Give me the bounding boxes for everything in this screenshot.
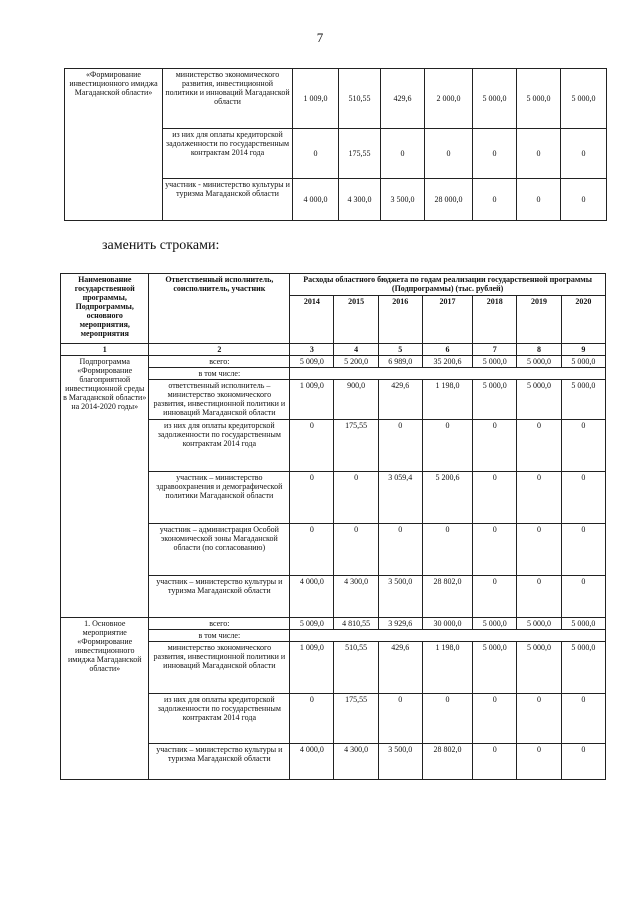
value-cell: 429,6 bbox=[378, 642, 422, 694]
value-cell: 0 bbox=[381, 129, 425, 179]
header-year: 2018 bbox=[473, 296, 517, 344]
table-row bbox=[61, 356, 606, 368]
value-cell: 5 000,0 bbox=[473, 380, 517, 420]
row-label: участник – министерство здравоохранения и демографической политики Магаданской области bbox=[149, 472, 290, 524]
old-executor: участник - министерство культуры и туризма Магаданской области bbox=[163, 179, 293, 221]
value-cell: 0 bbox=[473, 694, 517, 744]
value-cell: 0 bbox=[473, 744, 517, 780]
value-cell: 0 bbox=[561, 744, 605, 780]
old-executor: министерство экономического развития, инвестиционной политики и инноваций Магаданской области bbox=[163, 69, 293, 129]
column-index: 8 bbox=[517, 344, 561, 356]
page-number: 7 bbox=[316, 30, 324, 45]
value-cell: 3 500,0 bbox=[378, 576, 422, 618]
value-cell: 5 000,0 bbox=[517, 642, 561, 694]
value-cell: 5 200,6 bbox=[422, 472, 472, 524]
value-cell: 0 bbox=[473, 179, 517, 221]
value-cell: 5 000,0 bbox=[561, 356, 605, 368]
column-index: 1 bbox=[61, 344, 149, 356]
value-cell: 0 bbox=[517, 744, 561, 780]
value-cell: 0 bbox=[290, 472, 334, 524]
value-cell: 4 000,0 bbox=[290, 576, 334, 618]
value-cell: 35 200,6 bbox=[422, 356, 472, 368]
value-cell: 0 bbox=[517, 694, 561, 744]
value-cell: 1 198,0 bbox=[422, 380, 472, 420]
value-cell: 510,55 bbox=[334, 642, 378, 694]
value-cell: 1 009,0 bbox=[290, 380, 334, 420]
value-cell: 175,55 bbox=[334, 694, 378, 744]
value-cell: 0 bbox=[473, 576, 517, 618]
value-cell: 6 989,0 bbox=[378, 356, 422, 368]
value-cell: 5 000,0 bbox=[517, 69, 561, 129]
value-cell: 0 bbox=[561, 524, 605, 576]
value-cell: 1 198,0 bbox=[422, 642, 472, 694]
header-year: 2015 bbox=[334, 296, 378, 344]
value-cell: 5 000,0 bbox=[473, 356, 517, 368]
value-cell: 0 bbox=[422, 420, 472, 472]
row-label: всего: bbox=[149, 356, 290, 368]
value-cell: 0 bbox=[425, 129, 473, 179]
value-cell: 175,55 bbox=[339, 129, 381, 179]
value-cell: 5 000,0 bbox=[561, 642, 605, 694]
main-activity-name: 1. Основное мероприятие «Формирование инвестиционного имиджа Магаданской области» bbox=[61, 618, 149, 780]
row-label: из них для оплаты кредиторской задолженности по государственным контрактам 2014 года bbox=[149, 420, 290, 472]
row-label: из них для оплаты кредиторской задолженности по государственным контрактам 2014 года bbox=[149, 694, 290, 744]
value-cell: 3 500,0 bbox=[381, 179, 425, 221]
value-cell: 28 000,0 bbox=[425, 179, 473, 221]
empty-cell bbox=[290, 368, 606, 380]
value-cell: 0 bbox=[334, 472, 378, 524]
value-cell: 0 bbox=[290, 420, 334, 472]
value-cell: 0 bbox=[561, 129, 607, 179]
value-cell: 0 bbox=[473, 524, 517, 576]
value-cell: 0 bbox=[561, 179, 607, 221]
value-cell: 0 bbox=[378, 694, 422, 744]
value-cell: 5 000,0 bbox=[561, 618, 605, 630]
value-cell: 4 000,0 bbox=[290, 744, 334, 780]
header-year: 2014 bbox=[290, 296, 334, 344]
value-cell: 510,55 bbox=[339, 69, 381, 129]
column-index: 4 bbox=[334, 344, 378, 356]
table-row bbox=[61, 618, 606, 630]
value-cell: 0 bbox=[561, 576, 605, 618]
value-cell: 0 bbox=[422, 694, 472, 744]
row-label: в том числе: bbox=[149, 630, 290, 642]
header-year: 2020 bbox=[561, 296, 605, 344]
value-cell: 4 300,0 bbox=[339, 179, 381, 221]
value-cell: 30 000,0 bbox=[422, 618, 472, 630]
header-expenses: Расходы областного бюджета по годам реализации государственной программы (Подпрограммы) (тыс. рублей) bbox=[290, 274, 606, 296]
value-cell: 0 bbox=[517, 129, 561, 179]
value-cell: 0 bbox=[517, 524, 561, 576]
value-cell: 0 bbox=[561, 694, 605, 744]
value-cell: 0 bbox=[334, 524, 378, 576]
value-cell: 4 300,0 bbox=[334, 744, 378, 780]
header-year: 2019 bbox=[517, 296, 561, 344]
value-cell: 4 300,0 bbox=[334, 576, 378, 618]
column-index: 6 bbox=[422, 344, 472, 356]
value-cell: 5 000,0 bbox=[561, 380, 605, 420]
column-index-row bbox=[61, 344, 606, 356]
value-cell: 175,55 bbox=[334, 420, 378, 472]
value-cell: 429,6 bbox=[381, 69, 425, 129]
value-cell: 5 200,0 bbox=[334, 356, 378, 368]
value-cell: 5 000,0 bbox=[561, 69, 607, 129]
row-label: ответственный исполнитель – министерство экономического развития, инвестиционной политики и инноваций Магаданской области bbox=[149, 380, 290, 420]
row-label: министерство экономического развития, инвестиционной политики и инноваций Магаданской области bbox=[149, 642, 290, 694]
value-cell: 5 000,0 bbox=[473, 642, 517, 694]
value-cell: 0 bbox=[290, 524, 334, 576]
column-index: 5 bbox=[378, 344, 422, 356]
value-cell: 0 bbox=[290, 694, 334, 744]
value-cell: 0 bbox=[378, 524, 422, 576]
column-index: 2 bbox=[149, 344, 290, 356]
value-cell: 5 009,0 bbox=[290, 356, 334, 368]
row-label: участник – администрация Особой экономической зоны Магаданской области (по согласованию) bbox=[149, 524, 290, 576]
value-cell: 0 bbox=[517, 420, 561, 472]
value-cell: 3 500,0 bbox=[378, 744, 422, 780]
value-cell: 3 929,6 bbox=[378, 618, 422, 630]
value-cell: 0 bbox=[561, 472, 605, 524]
column-index: 3 bbox=[290, 344, 334, 356]
row-label: всего: bbox=[149, 618, 290, 630]
old-executor: из них для оплаты кредиторской задолженности по государственным контрактам 2014 года bbox=[163, 129, 293, 179]
value-cell: 0 bbox=[561, 420, 605, 472]
column-index: 9 bbox=[561, 344, 605, 356]
new-rows-table bbox=[60, 273, 606, 780]
header-year: 2016 bbox=[378, 296, 422, 344]
value-cell: 5 009,0 bbox=[290, 618, 334, 630]
value-cell: 0 bbox=[517, 179, 561, 221]
value-cell: 1 009,0 bbox=[293, 69, 339, 129]
column-index: 7 bbox=[473, 344, 517, 356]
old-row-1 bbox=[65, 69, 607, 129]
empty-cell bbox=[290, 630, 606, 642]
value-cell: 900,0 bbox=[334, 380, 378, 420]
value-cell: 28 802,0 bbox=[422, 744, 472, 780]
row-label: участник – министерство культуры и туризма Магаданской области bbox=[149, 744, 290, 780]
row-label: участник – министерство культуры и туризма Магаданской области bbox=[149, 576, 290, 618]
value-cell: 4 810,55 bbox=[334, 618, 378, 630]
value-cell: 0 bbox=[517, 472, 561, 524]
value-cell: 0 bbox=[517, 576, 561, 618]
value-cell: 0 bbox=[422, 524, 472, 576]
value-cell: 5 000,0 bbox=[517, 618, 561, 630]
header-name: Наименование государственной программы, Подпрограммы, основного мероприятия, мероприятия bbox=[61, 274, 149, 344]
value-cell: 4 000,0 bbox=[293, 179, 339, 221]
value-cell: 0 bbox=[473, 129, 517, 179]
old-rows-table bbox=[64, 68, 607, 221]
header-executor: Ответственный исполнитель, соисполнитель, участник bbox=[149, 274, 290, 344]
old-program-name: «Формирование инвестиционного имиджа Магаданской области» bbox=[65, 69, 163, 221]
subprogram-name: Подпрограмма «Формирование благоприятной инвестиционной среды в Магаданской области» на 2014-2020 годы» bbox=[61, 356, 149, 618]
value-cell: 1 009,0 bbox=[290, 642, 334, 694]
value-cell: 0 bbox=[473, 420, 517, 472]
value-cell: 0 bbox=[293, 129, 339, 179]
value-cell: 429,6 bbox=[378, 380, 422, 420]
header-year: 2017 bbox=[422, 296, 472, 344]
value-cell: 28 802,0 bbox=[422, 576, 472, 618]
row-label: в том числе: bbox=[149, 368, 290, 380]
value-cell: 2 000,0 bbox=[425, 69, 473, 129]
value-cell: 0 bbox=[378, 420, 422, 472]
value-cell: 5 000,0 bbox=[517, 356, 561, 368]
value-cell: 5 000,0 bbox=[517, 380, 561, 420]
value-cell: 0 bbox=[473, 472, 517, 524]
replace-instruction: заменить строками: bbox=[102, 238, 220, 253]
value-cell: 3 059,4 bbox=[378, 472, 422, 524]
value-cell: 5 000,0 bbox=[473, 618, 517, 630]
value-cell: 5 000,0 bbox=[473, 69, 517, 129]
